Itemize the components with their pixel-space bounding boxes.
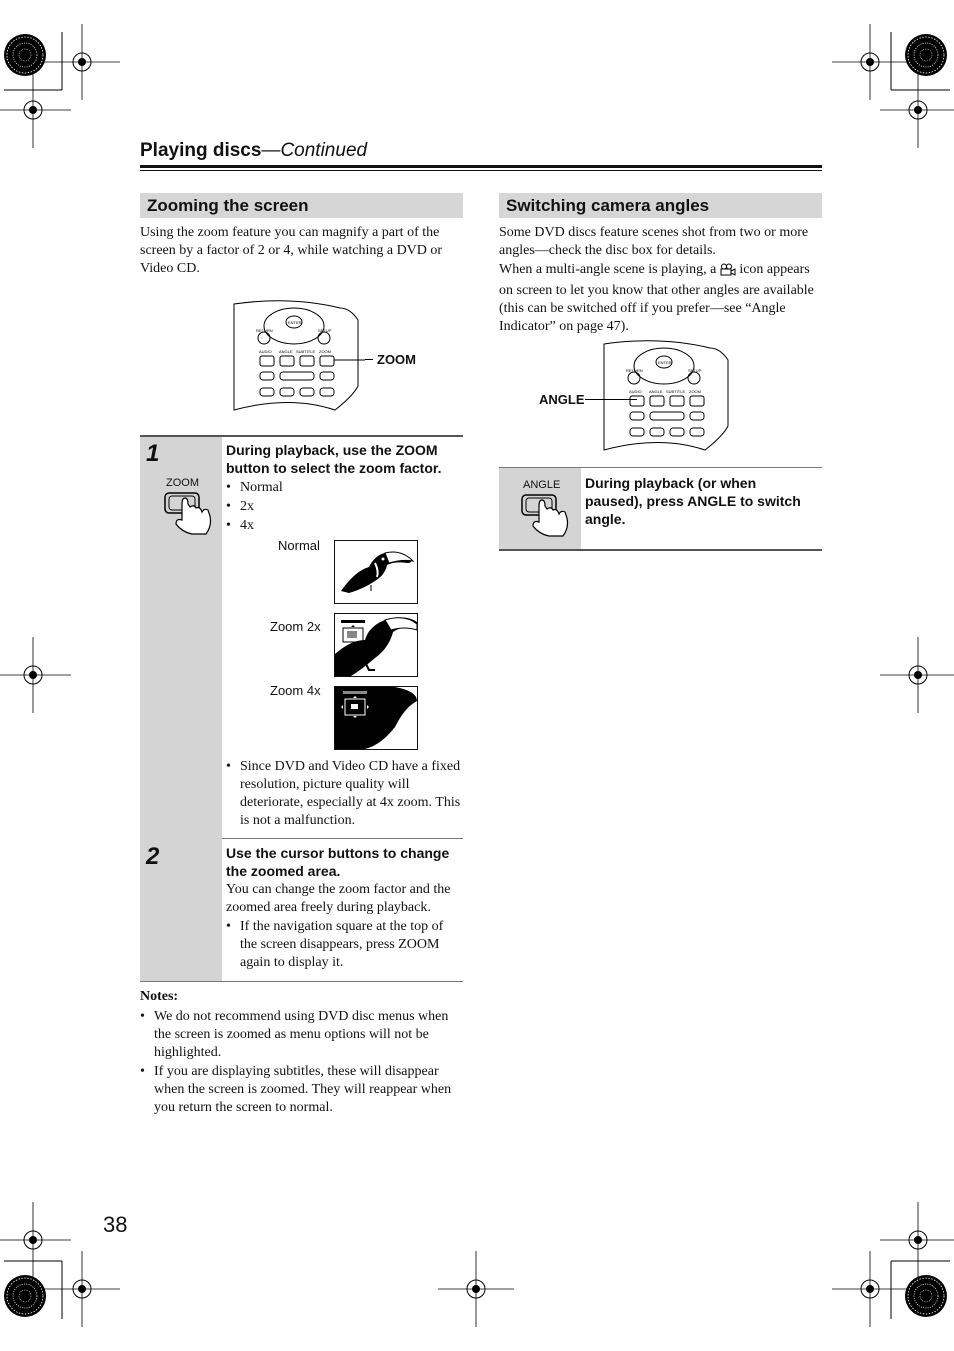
- zoom-intro: Using the zoom feature you can magnify a part of the screen by a factor of 2 or 4, while watching a DVD or Video CD.: [140, 225, 443, 276]
- subtitle-label: SUBTITLE: [666, 389, 686, 394]
- zoom-label: ZOOM: [689, 389, 701, 394]
- angle-callout-line: [585, 399, 637, 400]
- angle-step-heading: During playback (or when paused), press ANGLE to switch angle.: [585, 475, 801, 527]
- zoom-option-normal: • Normal: [226, 479, 456, 497]
- step2-text: You can change the zoom factor and the zoomed area freely during playback.: [226, 882, 451, 915]
- zoom-callout-line: [365, 359, 373, 360]
- img-label-normal: Normal: [278, 538, 320, 553]
- angle-step-bottom-rule: [499, 549, 822, 551]
- header-rule-thin: [140, 170, 822, 171]
- return-label: RETURN: [256, 328, 273, 333]
- remote-illustration-angle: [600, 340, 730, 452]
- remote-illustration-zoom: [230, 300, 365, 412]
- img-label-zoom4x: Zoom 4x: [270, 683, 321, 698]
- step1-note: • Since DVD and Video CD have a fixed resolution, picture quality will deteriorate, especially at 4x zoom. This is not a malfunction.: [226, 758, 462, 830]
- camera-icon: [720, 263, 736, 282]
- section-title-angle: Switching camera angles: [499, 193, 822, 218]
- section-title-zoom: Zooming the screen: [140, 193, 463, 218]
- angle-callout: ANGLE: [539, 392, 585, 407]
- step-number-1: 1: [146, 440, 160, 467]
- audio-label: AUDIO: [259, 349, 272, 354]
- zoom-label: ZOOM: [319, 349, 331, 354]
- zoom-options: [226, 479, 456, 535]
- zoom-option-4x: • 4x: [226, 517, 456, 535]
- step-number-2: 2: [146, 843, 160, 870]
- zoom-option-2x: • 2x: [226, 498, 456, 516]
- step-divider: [222, 838, 463, 839]
- page-number: 38: [103, 1212, 128, 1237]
- audio-label: AUDIO: [629, 389, 642, 394]
- step2-note: • If the navigation square at the top of the screen disappears, press ZOOM again to display it.: [226, 918, 462, 972]
- zoom-button-icon: [162, 490, 216, 536]
- note-item: • If you are displaying subtitles, these will disappear when the screen is zoomed. They will reappear when you return the screen to normal.: [140, 1063, 463, 1117]
- header-title: Playing discs: [140, 140, 262, 161]
- angle-intro-2b: icon appears on screen to let you know that other angles are available (this can be switched off if you prefer—see “Angle Indicator” on page 47).: [499, 262, 814, 334]
- setup-label: SETUP: [318, 328, 332, 333]
- toucan-zoom2x-image: [334, 613, 418, 677]
- page-header: [140, 140, 367, 162]
- return-label: RETURN: [626, 368, 643, 373]
- angle-intro-2a: When a multi-angle scene is playing, a: [499, 262, 717, 277]
- enter-label: ENTER: [658, 360, 672, 365]
- step2-notes: [226, 918, 462, 972]
- step1-heading: During playback, use the ZOOM button to select the zoom factor.: [226, 442, 442, 476]
- zoom-callout: ZOOM: [377, 352, 416, 367]
- angle-intro-2: [499, 261, 822, 336]
- angle-label: ANGLE: [279, 349, 293, 354]
- angle-intro: Some DVD discs feature scenes shot from two or more angles—check the disc box for details.: [499, 225, 809, 258]
- angle-button-label: ANGLE: [523, 479, 561, 491]
- subtitle-label: SUBTITLE: [296, 349, 316, 354]
- angle-label: ANGLE: [649, 389, 663, 394]
- zoom-button-label: ZOOM: [166, 477, 199, 489]
- setup-label: SETUP: [688, 368, 702, 373]
- zoom-steps-bottom-rule: [140, 981, 463, 982]
- enter-label: ENTER: [288, 320, 302, 325]
- header-rule: [140, 165, 822, 168]
- toucan-normal-image: [334, 540, 418, 604]
- step2-heading: Use the cursor buttons to change the zoomed area.: [226, 845, 450, 879]
- notes-title: Notes:: [140, 989, 179, 1004]
- note-item: • We do not recommend using DVD disc menus when the screen is zoomed as menu options will not be highlighted.: [140, 1008, 463, 1062]
- notes-list: [140, 1008, 463, 1117]
- img-label-zoom2x: Zoom 2x: [270, 619, 321, 634]
- step1-notes: [226, 758, 462, 830]
- toucan-zoom4x-image: [334, 686, 418, 750]
- header-continued: —Continued: [261, 140, 368, 161]
- angle-button-icon: [519, 492, 573, 538]
